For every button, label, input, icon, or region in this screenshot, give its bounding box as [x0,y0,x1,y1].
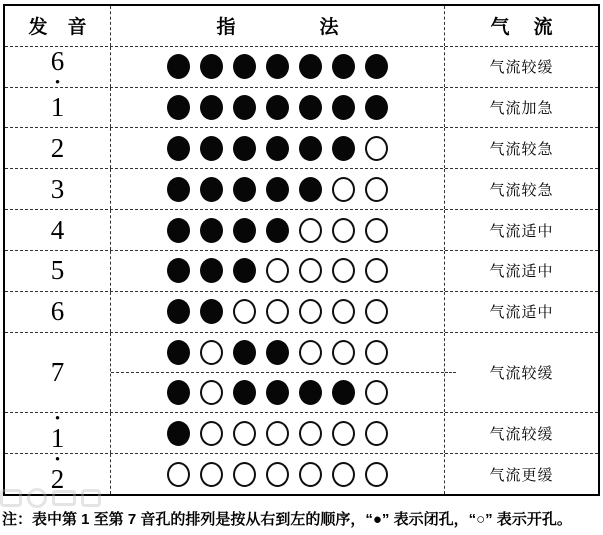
closed-hole-icon [299,54,322,79]
note-cell [5,88,110,128]
closed-hole-icon [233,218,256,243]
closed-hole-icon [200,299,223,324]
open-hole-icon [266,462,289,487]
fingering-cell [110,47,445,87]
closed-hole-icon [266,340,289,365]
closed-hole-icon [167,218,190,243]
closed-hole-icon [200,177,223,202]
fingering-cell [110,210,445,250]
closed-hole-icon [200,95,223,120]
open-hole-icon [233,421,256,446]
airflow-cell: 气流较缓 [445,333,598,413]
fingering-cell [110,88,445,128]
footnote: 注：表中第 1 至第 7 音孔的排列是按从右到左的顺序，“●” 表示闭孔，“○” 表示开孔。 [2,511,572,528]
open-hole-icon [299,218,322,243]
closed-hole-icon [332,380,355,405]
header-airflow: 气流 [490,17,577,39]
holes-row [111,218,444,243]
open-hole-icon [365,421,388,446]
note-cell [5,450,110,494]
open-hole-icon [200,421,223,446]
closed-hole-icon [167,177,190,202]
note-cell [5,292,110,332]
holes-row [111,177,444,202]
open-hole-icon [200,340,223,365]
open-hole-icon [332,258,355,283]
table-row-4 [5,209,598,250]
closed-hole-icon [332,54,355,79]
note-label: 6 • [50,46,65,90]
note-label: • 1 [50,409,65,453]
holes-row [111,421,444,446]
open-hole-icon [365,258,388,283]
closed-hole-icon [233,136,256,161]
fingering-cell [110,251,445,291]
airflow-cell: 气流较急 [489,140,554,158]
open-hole-icon [332,299,355,324]
closed-hole-icon [332,136,355,161]
note-cell [5,46,110,90]
fingering-cell [110,169,445,209]
table-row-high2 [5,450,598,494]
holes-row [111,136,444,161]
header-row [5,6,598,46]
fingering-cell-double [110,333,445,413]
open-hole-icon [365,340,388,365]
octave-dot-above-icon: • [55,450,60,466]
closed-hole-icon [266,218,289,243]
closed-hole-icon [299,95,322,120]
airflow-cell: 气流较缓 [489,425,554,443]
holes-row [111,462,444,487]
closed-hole-icon [200,258,223,283]
note-label: 7 [50,356,65,387]
closed-hole-icon [266,380,289,405]
open-hole-icon [266,421,289,446]
note-label: • 2 [50,450,65,494]
closed-hole-icon [167,340,190,365]
note-cell [5,169,110,209]
note-cell [5,333,110,413]
open-hole-icon [299,340,322,365]
octave-dot-above-icon: • [55,409,60,425]
table-row-6 [5,291,598,332]
closed-hole-icon [266,136,289,161]
fingering-cell [110,413,445,453]
closed-hole-icon [299,177,322,202]
open-hole-icon [332,340,355,365]
table-row-high1 [5,409,598,453]
open-hole-icon [233,299,256,324]
open-hole-icon [266,258,289,283]
fingering-cell [110,128,445,168]
open-hole-icon [365,462,388,487]
closed-hole-icon [167,421,190,446]
closed-hole-icon [365,95,388,120]
closed-hole-icon [200,136,223,161]
open-hole-icon [200,462,223,487]
header-note: 发音 [28,17,107,39]
open-hole-icon [299,299,322,324]
table-row-7 [5,332,598,413]
open-hole-icon [266,299,289,324]
header-fingering: 指法 [110,6,445,46]
note-label: 3 [50,173,65,204]
open-hole-icon [200,380,223,405]
closed-hole-icon [167,380,190,405]
closed-hole-icon [233,177,256,202]
closed-hole-icon [299,136,322,161]
closed-hole-icon [167,136,190,161]
open-hole-icon [233,462,256,487]
note-cell [5,409,110,453]
holes-row [111,340,444,365]
airflow-cell: 气流适中 [489,222,554,240]
closed-hole-icon [233,340,256,365]
fingering-variant-2 [111,372,444,412]
closed-hole-icon [167,299,190,324]
open-hole-icon [365,177,388,202]
closed-hole-icon [167,54,190,79]
note-label: 1 [50,92,65,123]
note-cell [5,210,110,250]
airflow-cell: 气流适中 [489,263,554,281]
fingering-cell [110,454,445,494]
fingering-cell [110,292,445,332]
note-label: 4 [50,214,65,245]
open-hole-icon [167,462,190,487]
open-hole-icon [365,136,388,161]
closed-hole-icon [167,258,190,283]
closed-hole-icon [266,95,289,120]
octave-dot-below-icon: • [55,74,60,90]
holes-row [111,258,444,283]
open-hole-icon [332,462,355,487]
open-hole-icon [332,218,355,243]
table-row-3 [5,168,598,209]
fingering-variant-1 [111,333,444,372]
note-cell [5,128,110,168]
closed-hole-icon [299,380,322,405]
closed-hole-icon [332,95,355,120]
airflow-cell: 气流较急 [489,181,554,199]
closed-hole-icon [233,380,256,405]
closed-hole-icon [233,258,256,283]
airflow-cell: 气流更缓 [489,466,554,484]
open-hole-icon [365,218,388,243]
note-label: 2 [50,132,65,163]
open-hole-icon [299,258,322,283]
closed-hole-icon [167,95,190,120]
open-hole-icon [299,462,322,487]
airflow-cell: 气流加急 [489,100,554,118]
table-row-5 [5,250,598,291]
note-label: 5 [50,255,65,286]
airflow-cell: 气流较缓 [489,59,554,77]
note-label: 6 [50,296,65,327]
closed-hole-icon [233,95,256,120]
closed-hole-icon [266,177,289,202]
holes-row [111,95,444,120]
table-row-low6 [5,46,598,90]
open-hole-icon [365,299,388,324]
holes-row [111,380,444,405]
table-row-1 [5,87,598,128]
closed-hole-icon [365,54,388,79]
open-hole-icon [299,421,322,446]
fingering-chart-table [3,4,600,496]
closed-hole-icon [233,54,256,79]
holes-row [111,54,444,79]
open-hole-icon [332,177,355,202]
closed-hole-icon [200,218,223,243]
closed-hole-icon [200,54,223,79]
note-cell [5,251,110,291]
table-row-2 [5,127,598,168]
airflow-cell: 气流适中 [489,304,554,322]
holes-row [111,299,444,324]
open-hole-icon [365,380,388,405]
closed-hole-icon [266,54,289,79]
open-hole-icon [332,421,355,446]
